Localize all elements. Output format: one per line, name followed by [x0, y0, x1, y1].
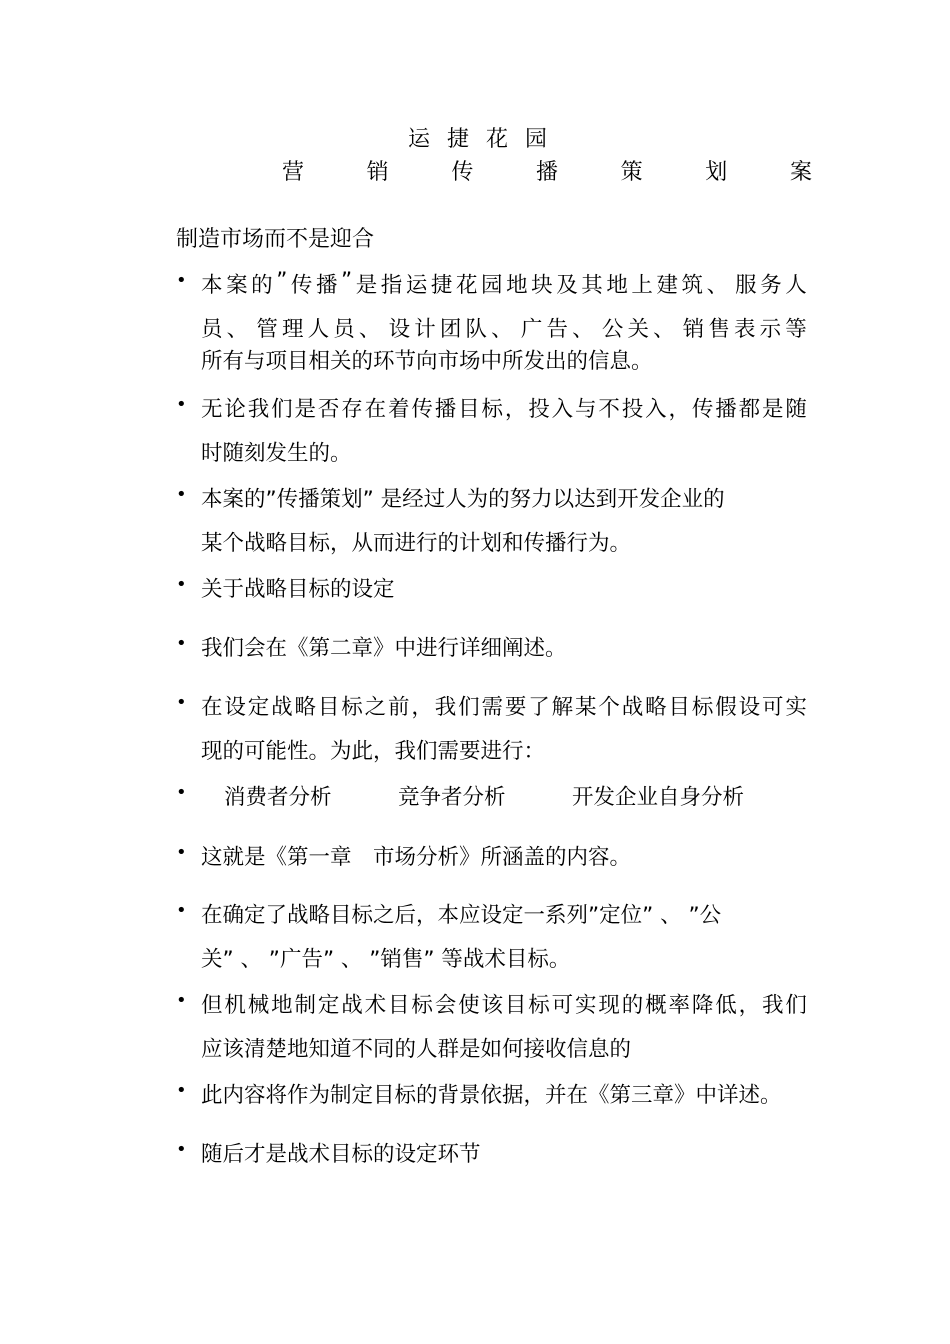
heading-char: 划: [705, 160, 728, 185]
bullet-line: 无 论 我 们 是 否 存 在 着 传 播 目 标 ， 投 入 与 不 投 入 ， 传 播 都 是 随: [201, 397, 807, 422]
bullet-line: 此内容将作为制定目标的背景依据，并在《第三章》中详述。: [201, 1083, 782, 1108]
heading-char: 播: [535, 160, 558, 185]
bullet-dot: •: [176, 270, 187, 291]
bullet-line: 本 案 的 ” 传 播 ” 是 指 运 捷 花 园 地 块 及 其 地 上 建 筑 、 服 务 人: [201, 268, 807, 298]
bullet-dot: •: [176, 842, 187, 863]
bullet-line: 关于战略目标的设定: [201, 577, 395, 602]
bullet-line: 本案的”传播策划” 是经过人为的努力以达到开发企业的: [201, 487, 725, 512]
bullet-dot: •: [176, 990, 187, 1011]
bullet-line: 时随刻发生的。: [201, 441, 352, 466]
bullet-dot: •: [176, 394, 187, 415]
bullet-dot: •: [176, 900, 187, 921]
bullet-line: 这就是《第一章 市场分析》所涵盖的内容。: [201, 845, 632, 870]
analysis-item-competitor: 竞争者分析: [398, 785, 506, 810]
bullet-dot: •: [176, 782, 187, 803]
bullet-line: 我们会在《第二章》中进行详细阐述。: [201, 636, 567, 661]
heading-char: 销: [366, 160, 389, 185]
bullet-line: 员 、 管 理 人 员 、 设 计 团 队 、 广 告 、 公 关 、 销 售 表 示 等: [201, 317, 807, 342]
heading-char: 案: [789, 160, 812, 185]
bullet-line: 在 设 定 战 略 目 标 之 前 ， 我 们 需 要 了 解 某 个 战 略 目 标 假 设 可 实: [201, 695, 807, 720]
bullet-dot: •: [176, 692, 187, 713]
analysis-item-self: 开发企业自身分析: [572, 785, 745, 810]
bullet-line: 但 机 械 地 制 定 战 术 目 标 会 使 该 目 标 可 实 现 的 概 率 降 低 ， 我 们: [201, 993, 807, 1018]
heading-char: 营: [282, 160, 305, 185]
section-heading: 制造市场而不是迎合: [176, 227, 375, 252]
bullet-line: 所有与项目相关的环节向市场中所发出的信息。: [201, 349, 653, 374]
analysis-item-consumer: 消费者分析: [224, 785, 332, 810]
bullet-dot: •: [176, 484, 187, 505]
bullet-dot: •: [176, 633, 187, 654]
bullet-line: 在确定了战略目标之后，本应设定一系列”定位” 、 ”公: [201, 903, 722, 928]
bullet-dot: •: [176, 1139, 187, 1160]
bullet-dot: •: [176, 574, 187, 595]
document-subtitle-heading: [282, 155, 812, 186]
heading-char: 传: [451, 160, 474, 185]
bullet-line: 关” 、 ”广告” 、 ”销售” 等战术目标。: [201, 947, 571, 972]
bullet-dot: •: [176, 1080, 187, 1101]
bullet-line: 应该清楚地知道不同的人群是如何接收信息的: [201, 1037, 632, 1062]
bullet-line: 随后才是战术目标的设定环节: [201, 1142, 481, 1167]
document-title: 运捷花园: [408, 127, 565, 152]
bullet-line: 某个战略目标，从而进行的计划和传播行为。: [201, 531, 632, 556]
bullet-line: 现的可能性。为此，我们需要进行：: [201, 739, 546, 764]
heading-char: 策: [620, 160, 643, 185]
